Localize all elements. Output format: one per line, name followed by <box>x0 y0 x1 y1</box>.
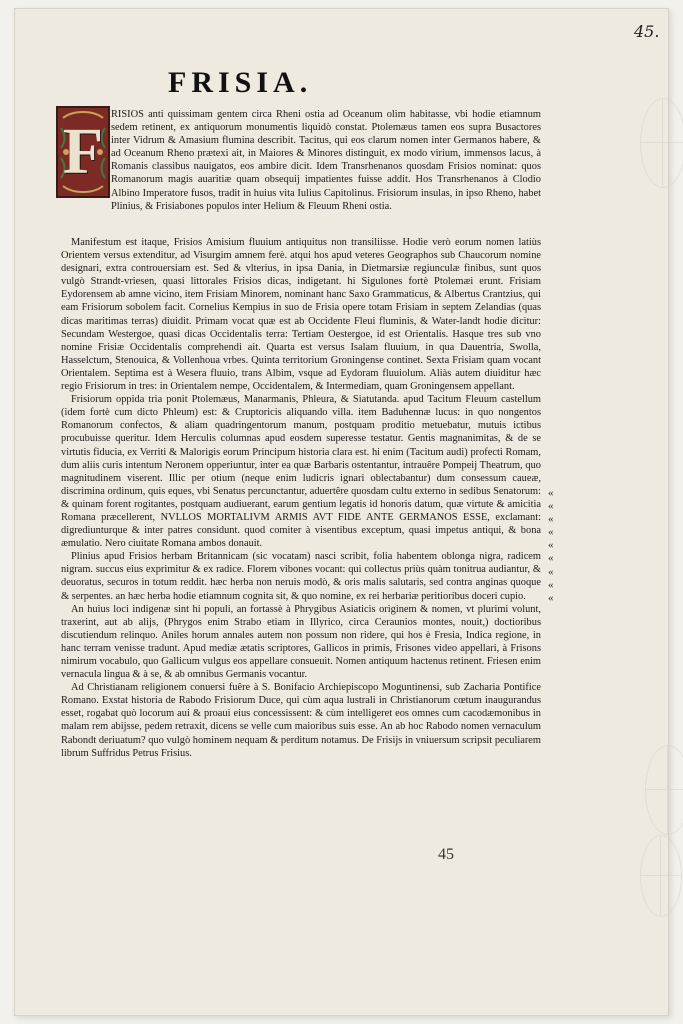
body-text <box>61 236 541 760</box>
library-stamp <box>640 98 683 188</box>
paragraph: An huius loci indigenæ sint hi populi, an fortassè à Phrygibus Asiaticis originem & nomen, vt plurimi volunt, traxerint, aut ab alijs, (Phrygos enim Strabo etiam in Illyrico, circa Ceraunios montes, nouit,) doctioribus discutiendum relinquo. Aniles horum annales autem non possum non ridere, qui hos è Fresia, Indica regione, in hanc terram venisse tradunt. Apud mediæ ætatis scriptores, Gallicos in primis, Frisones video appellari, à Frisons nimirum vocabulo, quo Gallicum vulgus eos appellare consueuit. Nomen antiquum hactenus retinent. Friesen enim vernacula lingua & à se, & ab omnibus Germanis vocantur. <box>61 603 541 681</box>
quote-mark: « <box>548 513 554 526</box>
paragraph: Plinius apud Frisios herbam Britannicam (sic vocatam) nasci scribit, folia habentem oblonga nigra, radicem nigram. succus eius exprimitur & ex radice. Florem vibones vocant: qui collectus priùs quàm tonitrua audiantur, & deuoratus, securos in totum reddit. hæc herba non neruis modò, & oris malis salutaris, sed contra anginas quoque & serpentes. an hæc herba hodie etiamnum cognita sit, & quo nomine, ex rei herbariæ peritioribus doceri cupio. <box>61 551 541 602</box>
paragraph: Ad Christianam religionem conuersi fuêre à S. Bonifacio Archiepiscopo Moguntinensi, sub Zacharia Pontifice Romano. Exstat historia de Rabodo Frisiorum Duce, qui cùm aqua lustrali in Christianorum cœtum inaugurandus esset, rogabat quò locorum aui & proaui eius concessissent: & cùm intelligeret eos omnes cum cacodæmonibus in malam rem abijsse, pedem retraxit, dicens se velle cum maioribus suis esse. An ab hoc Rabodo nomen vernaculum Rabondt deriuatum? quo vulgò hominem nequam & perditum notamus. De Frisijs in vniuersum scripsit peculiarem librum Suffridus Petrus Frisius. <box>61 682 541 759</box>
quote-mark: « <box>548 578 554 591</box>
quotation-marks-column <box>548 487 560 605</box>
quote-mark: « <box>548 565 554 578</box>
quote-mark: « <box>548 552 554 565</box>
paragraph: Manifestum est itaque, Frisios Amisium fluuium antiquitus non transiliisse. Hodie verò eorum nomen latiùs Orientem versus extenditur, ad Visurgim amnem ferè. atqui hos apud veteres Geographos sub Chaucorum nomine designari, extra controuersiam est. Sed & vlterius, in ipsa Dania, in Dietmarsiæ regiunculæ finibus, sunt quos vulgò Strandt-vriesen, quasi littorales Frisios dicas, indigetant. hi Sigulones fortè Ptolemæi erunt. Frisiam Eydorensem ab amne vicino, item Frisiam Minorem, nominant hanc Saxo Grammaticus, & Albertus Crantzius, qui eam Frisiorum sobolem facit. Cornelius Kempius in suo de Frisia opere totam Frisiam in septem Zelandias (quas dicas maritimas terras) diuidit. Primam vocat quæ est ab Occidente Fleui fluminis, & Water-landt hodie dicitur: Secundam Westergoe, quasi dicas Occidentalis terra: Tertiam Oestergoe, id est Orientalis. Hasque tres sub vno nomine Frisiæ Occidentalis comprehendi ait. Quarta est versus Isalam fluuium, in qua Dauentria, Swolla, Hasselctum, Stenouica, & Vollenhoua vrbes. Quinta territorium Groningense continet. Sexta Frisiam quam vocant Orientalem. Septima est à Wesera fluuio, trans Albim, vsque ad Eydoram fluuiolum. Aliàs autem diuiditur hæc regio Frisiorum in tres: in Orientalem nempe, Occidentalem, & Intermediam, quam Groningensem appellant. <box>61 237 541 393</box>
paragraph: Frisiorum oppida tria ponit Ptolemæus, Manarmanis, Phleura, & Siatutanda. apud Tacitum Fleuum castellum (idem fortè cum dicto Phleum) est: & Cruptoricis aliquando villa. item Baduhennæ lucus: in quo nongentos Romanorum confectos, & aliam quadringentorum manum, postquam proditio metuebatur, mutuis ictibus procubuisse queritur. Idem Herculis columnas apud eosdem superesse testatur. Gentis magnanimitas, & de se virtutis fiducia, ex Verriti & Malorigis eorum Principum historia clara est. hi enim (Tacitum audi) profecti Romam, dum aliis curis intentum Neronem opperiuntur, inter ea quæ Barbaris ostentantur, intrauêre Pompeij Theatrum, quo magnitudinem viserent. Illic per otium (neque enim ludicris ignari oblectabantur) dum consessum caueæ, discrimina ordinum, quis eques, vbi Senatus percunctantur, aduertêre quosdam cultu externo in sedibus Senatorum: & quinam forent rogitantes, postquam audiuerant, earum gentium legatis id honoris datum, quæ virtute & amicitia Romana præcellerent, NVLLOS MORTALIVM ARMIS AVT FIDE ANTE GERMANOS ESSE, exclamant: digrediunturque & inter patres considunt. quod comiter à visentibus exceptum, quasi impetus antiqui, & bona æmulatio. Nero ciuitate Romana ambos donauit. <box>61 394 541 550</box>
quote-mark: « <box>548 526 554 539</box>
quote-mark: « <box>548 487 554 499</box>
initial-letter: F <box>62 115 104 188</box>
decorated-initial <box>56 106 110 198</box>
library-stamp <box>645 745 683 835</box>
first-paragraph-wrap <box>111 108 541 213</box>
first-paragraph: RISIOS anti quissimam gentem circa Rheni ostia ad Oceanum olim habitasse, vbi hodie etiamnum sedem retinent, ex antiquorum monumentis liquidò constat. Ptolemæus tamen eos supra Busactores inter Vidrum & Amasium flumina describit. Tacitus, qui eos clarum nomen inter Germanos habere, & ad Oceanum Rheno prætexi ait, in Maiores & Minores distinguit, ex modo virium, immensos lacus, à Romanis classibus nauigatos, eos ambire dicit. Idem Transrhenanos quosdam Frisios nominat: quos Romanorum magis auaritiæ quam obsequij impatientes fuisse addit. Hos Transrhenanos à Clodio Albino Imperatore fusos, tradit in huius vita Iulius Capitolinus. Frisiorum insulas, in ipso Rheno, habet Plinius, & Frisiabones populos inter Helium & Fleuum Rheni ostia. <box>111 109 541 212</box>
library-stamp <box>640 835 682 917</box>
quote-mark: « <box>548 539 554 552</box>
quote-mark: « <box>548 591 554 604</box>
page-title: FRISIA. <box>168 66 313 99</box>
page-number: 45 <box>438 846 454 863</box>
folio-number: 45. <box>634 22 660 41</box>
quote-mark: « <box>548 500 554 513</box>
